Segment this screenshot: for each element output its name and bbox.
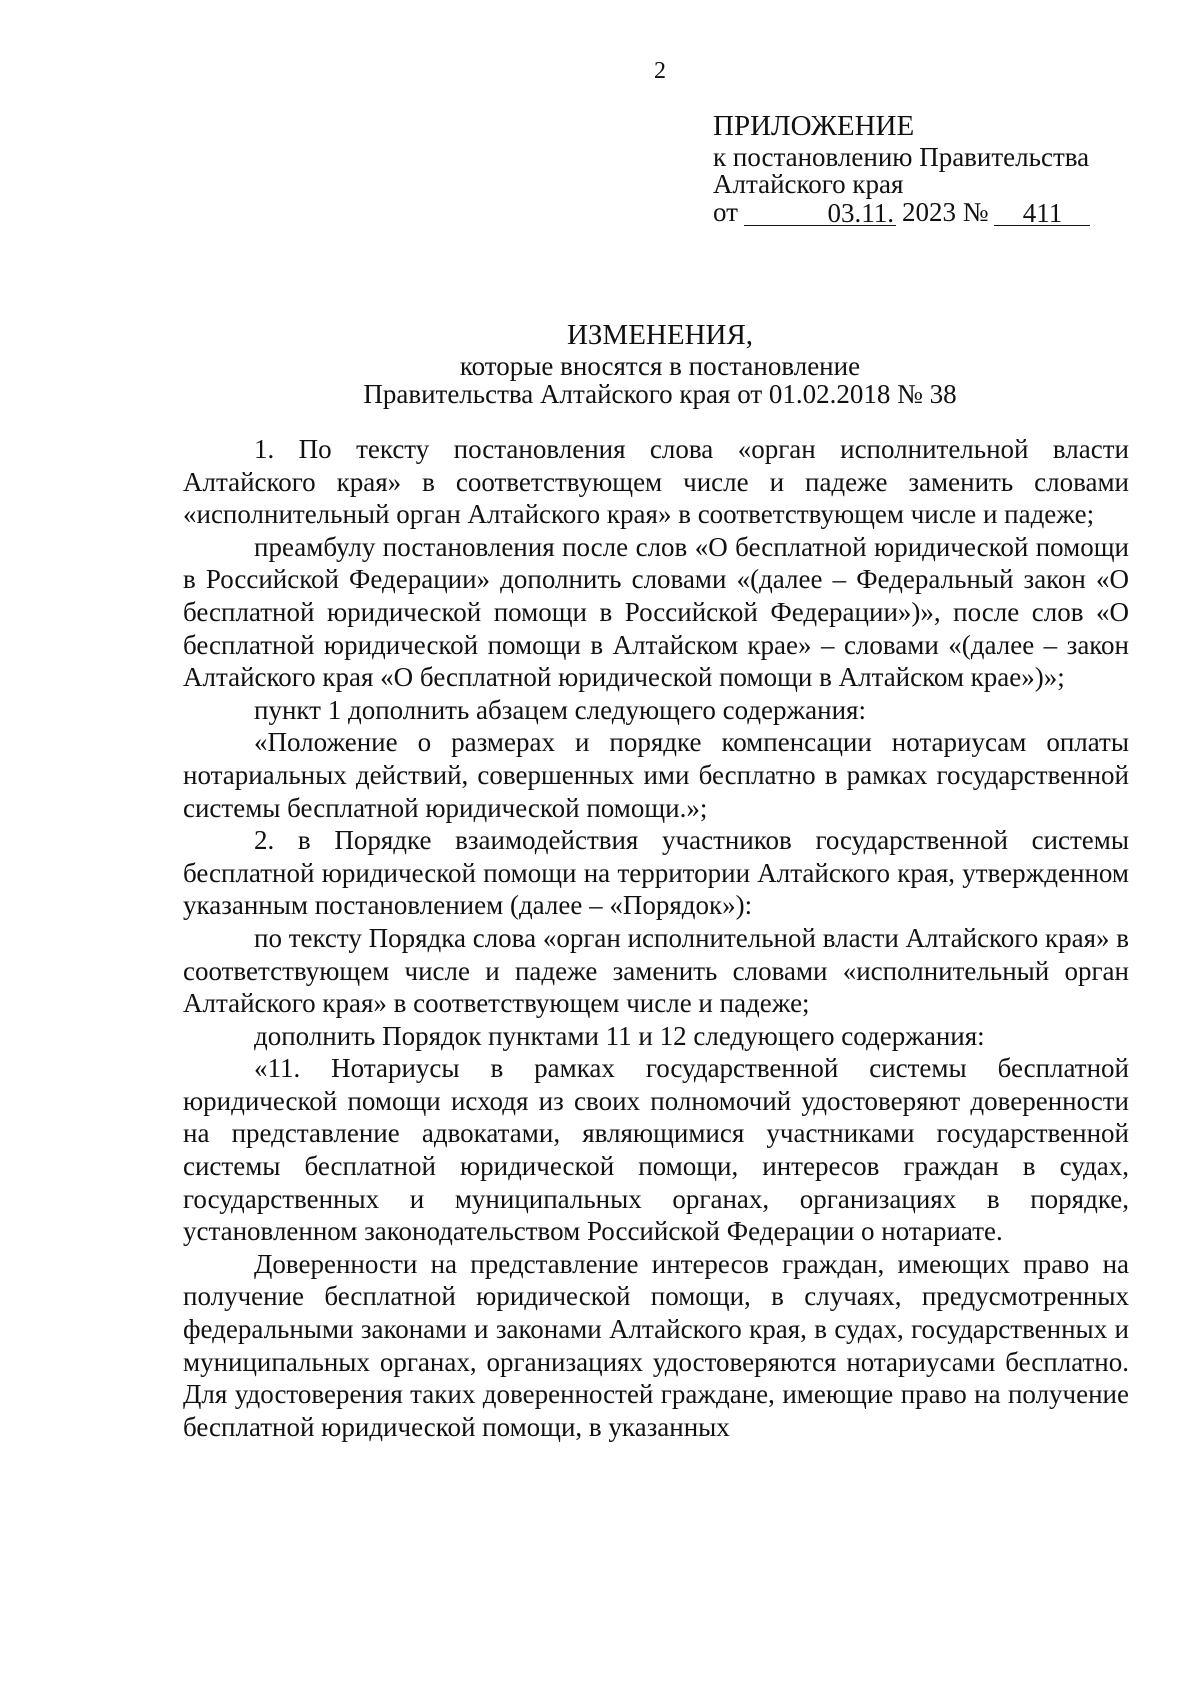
number-field: 411 (994, 201, 1090, 226)
document-body (183, 433, 1129, 1443)
paragraph: 2. в Порядке взаимодействия участников государственной системы бесплатной юридической помощи на территории Алтайского края, утвержденном указанным постановлением (далее – «Порядок»): (183, 825, 1129, 921)
paragraph: «11. Нотариусы в рамках государственной системы бесплатной юридической помощи исходя из своих полномочий удостоверяют доверенности на представление адвокатами, являющимися участниками государственной системы бесплатной юридической помощи, интересов граждан в судах, государственных и муниципальных органах, организациях в порядке, установленном законодательством Российской Федерации о нотариате. (183, 1053, 1129, 1247)
paragraph: Доверенности на представление интересов граждан, имеющих право на получение бесплатной юридической помощи, в случаях, предусмотренных федеральными законами и законами Алтайского края, в судах, государственных и муниципальных органах, организациях удостоверяются нотариусами бесплатно. Для удостоверения таких доверенностей граждане, имеющие право на получение бесплатной юридической помощи, в указанных (183, 1248, 1129, 1442)
document-title: ИЗМЕНЕНИЯ, (566, 319, 754, 351)
page-number: 2 (654, 58, 666, 84)
appendix-date-row (713, 198, 1133, 226)
year-label: 2023 № (901, 197, 989, 227)
date-field: 03.11. (744, 201, 896, 226)
paragraph: преамбулу постановления после слов «О бесплатной юридической помощи в Российской Федерации» дополнить словами «(далее – Федеральный закон «О бесплатной юридической помощи в Российской Федерации»)», после слов «О бесплатной юридической помощи в Алтайском крае» – словами «(далее – закон Алтайского края «О бесплатной юридической помощи в Алтайском крае»)»; (183, 531, 1129, 693)
paragraph: дополнить Порядок пунктами 11 и 12 следующего содержания: (254, 1020, 985, 1051)
document-subtitle-2: Правительства Алтайского края от 01.02.2018 № 38 (363, 379, 957, 409)
paragraph: 1. По тексту постановления слова «орган исполнительной власти Алтайского края» в соответствующем числе и падеже заменить словами «исполнительный орган Алтайского края» в соответствующем числе и падеже; (183, 434, 1129, 530)
appendix-title: ПРИЛОЖЕНИЕ (713, 110, 915, 142)
appendix-block (713, 108, 1133, 226)
paragraph: по тексту Порядка слова «орган исполнительной власти Алтайского края» в соответствующем числе и падеже заменить словами «исполнительный орган Алтайского края» в соответствующем числе и падеже; (183, 922, 1129, 1019)
document-subtitle-1: которые вносятся в постановление (459, 351, 861, 381)
paragraph: «Положение о размерах и порядке компенсации нотариусам оплаты нотариальных действий, совершенных ими бесплатно в рамках государственной системы бесплатной юридической помощи.»; (183, 727, 1129, 823)
date-prefix: от (713, 197, 738, 227)
document-header (0, 318, 1200, 408)
paragraph: пункт 1 дополнить абзацем следующего содержания: (254, 694, 866, 725)
appendix-line-2: Алтайского края (713, 169, 904, 199)
appendix-line-1: к постановлению Правительства (713, 142, 1090, 172)
